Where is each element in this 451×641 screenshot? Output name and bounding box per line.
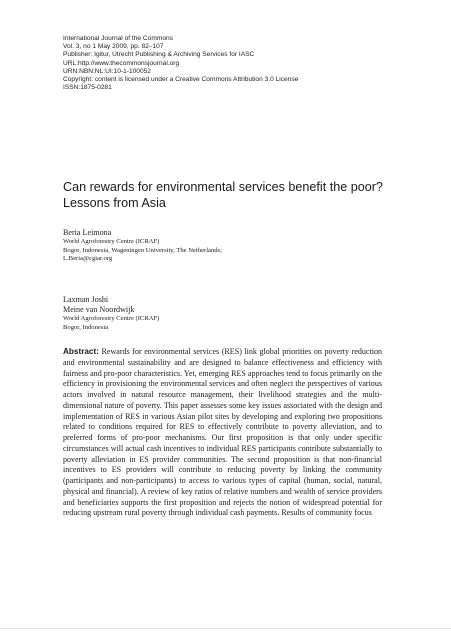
abstract <box>63 347 382 587</box>
abstract-label: Abstract: <box>63 347 99 356</box>
author-block-1 <box>63 228 403 264</box>
journal-name: International Journal of the Commons <box>63 35 173 42</box>
journal-url: URL:http://www.thecommonsjournal.org <box>63 59 180 67</box>
author-name: Laxman Joshi <box>63 295 109 304</box>
paper-title: Can rewards for environmental services benefit the poor? Lessons from Asia <box>63 180 383 210</box>
issn: ISSN:1875-0281 <box>63 84 112 92</box>
author-name: Meine van Noordwijk <box>63 305 135 314</box>
copyright: Copyright: content is licensed under a Creative Commons Attribution 3.0 License <box>63 76 299 84</box>
abstract-text: Rewards for environmental services (RES) link global priorities on poverty reduction and environmental sustainability and are designed to balance effectiveness and efficiency with fairness and pro-poor characteristics. Yet, emerging RES approaches tend to focus primarily on the efficiency in provisioning the environmental services and often neglect the perspectives of various actors involved in natural resource management, their livelihood strategies and the multi-dimensional nature of poverty. This paper assesses some key issues associated with the design and implementation of RES in various Asian pilot sites by developing and exploring two propositions related to conditions required for RES to effectively contribute to poverty alleviation, and to preferred forms of pro-poor mechanisms. Our first proposition is that only under specific circumstances will actual cash incentives to individual RES participants contribute substantially to poverty alleviation in ES provider communities. The second proposition is that non-financial incentives to ES providers will contribute to reducing poverty by linking the community (participants and non-participants) to access to various types of capital (human, social, natural, physical and financial). A review of key ratios of relative numbers and wealth of service providers and beneficiaries supports the first proposition and rejects the notion of widespread potential for reducing upstream rural poverty through individual cash payments. Results of community focus <box>63 347 382 518</box>
journal-header <box>63 35 423 92</box>
urn: URN:NBN:NL:UI:10-1-100052 <box>63 67 151 75</box>
author-affiliation: World Agroforestry Centre (ICRAF) <box>63 315 160 322</box>
author-address: Bogor, Indonesia, Wageningen University, The Netherlands; <box>63 246 222 254</box>
publisher-info: Publisher: Igitur, Utrecht Publishing & Archiving Services for IASC <box>63 51 255 59</box>
volume-info: Vol. 3, no 1 May 2009, pp. 82–107 <box>63 43 164 51</box>
author-address: Bogor, Indonesia <box>63 323 109 331</box>
author-name: Beria Leimona <box>63 228 112 237</box>
author-email: L.Beria@cgiar.org <box>63 255 113 263</box>
page-bottom-edge <box>0 628 451 629</box>
author-block-2 <box>63 295 403 332</box>
author-affiliation: World Agroforestry Centre (ICRAF) <box>63 238 160 245</box>
